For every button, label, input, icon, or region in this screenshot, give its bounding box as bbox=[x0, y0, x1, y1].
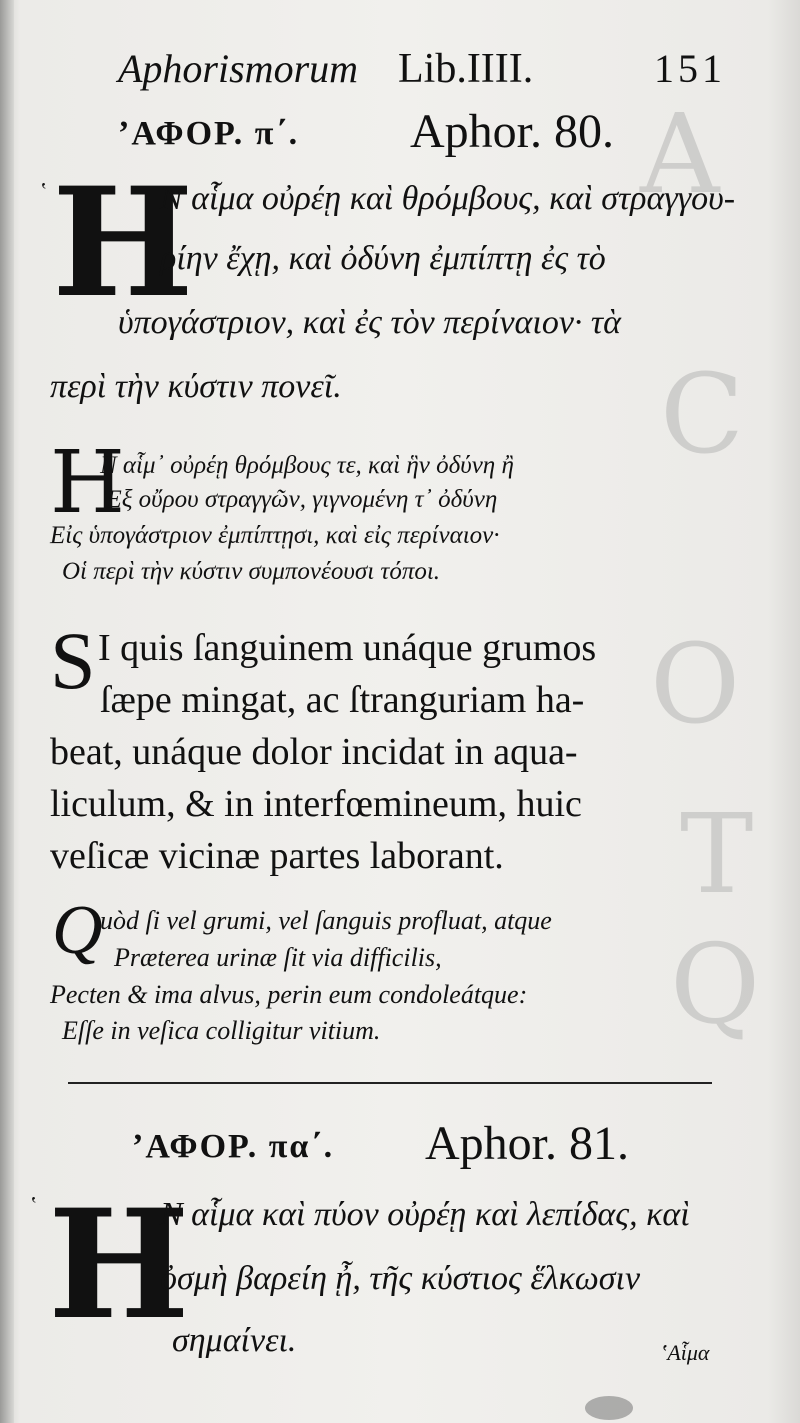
running-head-book: Lib.IIII. bbox=[398, 46, 534, 92]
latin-text-line: veſicæ vicinæ partes laborant. bbox=[50, 835, 504, 877]
drop-cap: H bbox=[52, 155, 194, 331]
latin-verse-line: Eſſe in veſica colligitur vitium. bbox=[62, 1016, 381, 1045]
latin-verse-line: Pecten & ima alvus, perin eum condoleátque: bbox=[50, 980, 528, 1009]
page-number: 151 bbox=[654, 46, 726, 91]
bleed-through-letter: C bbox=[660, 350, 745, 478]
catchword: ʽΑἷμα bbox=[660, 1340, 710, 1365]
greek-verse-line: Εἰς ὑπογάστριον ἐμπίπτῃσι, καὶ εἰς περίναιον· bbox=[50, 522, 500, 549]
drop-cap: Q bbox=[52, 892, 103, 969]
section-divider bbox=[68, 1082, 712, 1084]
quotation-mark: ʽ bbox=[30, 1192, 38, 1217]
running-head-title: Aphorismorum bbox=[118, 46, 359, 91]
greek-verse-line: Ἐξ οὔρου στραγγῶν, γιγνομένη τ᾽ ὀδύνη bbox=[104, 486, 498, 513]
latin-text-line: beat, unáque dolor incidat in aqua- bbox=[50, 731, 578, 773]
drop-cap: H bbox=[48, 1177, 190, 1353]
greek-aphorism-heading: ʼΑΦΟΡ. π΄. bbox=[118, 115, 300, 152]
drop-cap: S bbox=[50, 615, 96, 706]
latin-verse-line: Præterea urinæ ſit via difficilis, bbox=[114, 943, 442, 972]
greek-verse-line: Οἱ περὶ τὴν κύστιν συμπονέουσι τόποι. bbox=[62, 558, 441, 585]
latin-text-line: ſæpe mingat, ac ſtranguriam ha- bbox=[100, 679, 585, 721]
bleed-through-letter: A bbox=[640, 90, 720, 218]
greek-text-line: N αἷμα καὶ πύον οὐρέῃ καὶ λεπίδας, καὶ bbox=[160, 1196, 690, 1233]
aphorism-heading: Aphor. 81. bbox=[425, 1117, 629, 1170]
bleed-through-letter: O bbox=[650, 620, 741, 748]
bleed-through-letter: Q bbox=[670, 920, 761, 1048]
greek-text-line: περὶ τὴν κύστιν πονεῖ. bbox=[50, 368, 342, 405]
ink-blot bbox=[585, 1396, 633, 1420]
greek-text-line: ρίην ἔχῃ, καὶ ὀδύνη ἐμπίπτῃ ἐς τὸ bbox=[160, 240, 606, 277]
drop-cap: H bbox=[50, 433, 125, 533]
page-gutter-shadow bbox=[0, 0, 14, 1423]
bleed-through-letter: T bbox=[680, 790, 754, 918]
latin-text-line: liculum, & in interfœmineum, huic bbox=[50, 783, 582, 825]
greek-text-line: N αἷμα οὐρέῃ καὶ θρόμβους, καὶ στραγγου- bbox=[160, 180, 736, 217]
greek-text-line: ὀσμὴ βαρείη ᾖ, τῆς κύστιος ἕλκωσιν bbox=[160, 1260, 641, 1297]
greek-verse-line: N αἷμ᾽ οὐρέῃ θρόμβους τε, καὶ ἣν ὀδύνη ἢ bbox=[100, 452, 514, 479]
greek-text-line: σημαίνει. bbox=[172, 1322, 297, 1359]
aphorism-heading: Aphor. 80. bbox=[410, 105, 614, 158]
latin-text-line: I quis ſanguinem unáque grumos bbox=[98, 627, 597, 669]
greek-aphorism-heading: ʼΑΦΟΡ. πα΄. bbox=[132, 1128, 335, 1165]
quotation-mark: ʽ bbox=[40, 178, 48, 203]
latin-verse-line: uòd ſi vel grumi, vel ſanguis profluat, atque bbox=[100, 906, 552, 935]
greek-text-line: ὑπογάστριον, καὶ ἐς τὸν περίναιον· τὰ bbox=[118, 304, 621, 341]
